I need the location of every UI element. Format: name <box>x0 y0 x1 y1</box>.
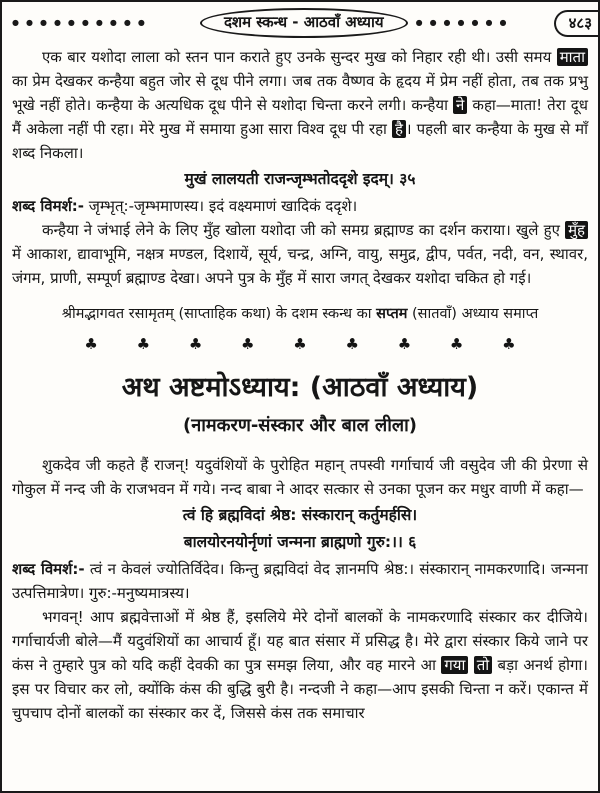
highlighted-word: गया <box>441 656 468 674</box>
text-segment: बड़ा अनर्थ होगा। इस पर विचार कर लो, क्योंकि कंस की बुद्धि बुरी है। नन्दजी ने कहा—आप इसकी चिन्ता न करें। एकान्त में चुपचाप दोनों बालकों का संस्कार कर दें, जिससे कंस तक समाचार <box>12 656 588 722</box>
page-header <box>10 4 590 40</box>
paragraph-brahmand-darshan <box>12 218 588 290</box>
running-chapter-title: दशम स्कन्ध - आठवाँ अध्याय <box>200 8 408 38</box>
shloka-verse-6-line2: बालयोरनयोर्नृणां जन्मना ब्राह्मणो गुरु:।। ६ <box>183 533 417 551</box>
highlighted-word: माता <box>557 48 588 66</box>
chapter-end-note <box>12 303 588 325</box>
header-dots-left: ●●●●●●●●●● <box>12 18 152 27</box>
chapter-subheading: (नामकरण-संस्कार और बाल लीला) <box>182 415 417 436</box>
text-segment: जृम्भृत्:-जृम्भमाणस्य। इदं वक्ष्यमाणं खादिकं ददृशे। <box>84 197 358 215</box>
text-segment <box>468 656 473 674</box>
shloka-verse-6-line1: त्वं हि ब्रह्मविदां श्रेष्ठ: संस्कारान् कर्तुमर्हसि। <box>182 506 418 524</box>
text-segment: भगवन्! आप ब्रह्मवेत्ताओं में श्रेष्ठ हैं, इसलिये मेरे दोनों बालकों के नामकरणादि संस्कार कर दीजिये। गर्गाचार्यजी बोले—मैं यदुवंशियों का आचार्य हूँ। यह बात संसार में प्रसिद्ध है। मेरे द्वारा संस्कार किये जाने पर कंस ने तुम्हारे पुत्र को यदि कहीं देवकी का पुत्र समझ लिया, और वह मारने आ <box>12 608 588 674</box>
text-segment: का प्रेम देखकर कन्हैया बहुत जोर से दूध पीने लगा। जब तक वैष्णव के हृदय में प्रेम नहीं होता, तब तक प्रभु भूखे नहीं होते। कन्हैया के अत्यधिक दूध पीने से यशोदा चिन्ता करने लगी। कन्हैया <box>12 72 588 114</box>
text-segment: कन्हैया ने जंभाई लेने के लिए मुँह खोला यशोदा जी को समग्र ब्रह्माण्ड का दर्शन कराया। खुले हुए <box>42 221 566 239</box>
bold-text: शब्द विमर्श:- <box>12 560 85 578</box>
text-segment: (सातवाँ) अध्याय समाप्त <box>407 306 539 322</box>
text-segment: । पहली बार कन्हैया के मुख से माँ शब्द निकला। <box>12 120 588 162</box>
header-dots-right: ●●●●●●● <box>415 18 514 27</box>
chapter-heading: अथ अष्टमोऽध्याय: (आठवाँ अध्याय) <box>121 372 479 403</box>
highlighted-word: तो <box>474 656 492 674</box>
paragraph-gargacharya <box>12 605 588 725</box>
text-segment: कहा—माता! तेरा दूध मैं अकेला नहीं पी रहा। मेरे मुख में समाया हुआ सारा विश्व दूध पी रहा <box>12 96 588 138</box>
paragraph-stanpan <box>12 45 588 165</box>
highlighted-word: है <box>392 120 406 138</box>
highlighted-word: ने <box>453 96 467 114</box>
bold-text: सप्तम <box>376 306 408 322</box>
page-body <box>10 40 590 725</box>
text-segment: श्रीमद्भागवत रसामृतम् (साप्ताहिक कथा) के दशम स्कन्ध का <box>61 306 377 322</box>
shloka-verse-35: मुखं लालयती राजन्जृम्भतोददृशे इदम्। ३५ <box>184 170 416 188</box>
page-number: ४८३ <box>554 10 598 37</box>
text-segment: एक बार यशोदा लाला को स्तन पान कराते हुए उनके सुन्दर मुख को निहार रही थी। उसी समय <box>42 48 557 66</box>
highlighted-word: मुँह <box>565 221 588 239</box>
bold-text: शब्द विमर्श:- <box>12 197 85 215</box>
shabda-vimarsh-2 <box>12 557 588 605</box>
text-segment: में आकाश, द्यावाभूमि, नक्षत्र मण्डल, दिशायें, सूर्य, चन्द्र, अग्नि, वायु, समुद्र, द्वीप, पर्वत, नदी, वन, स्थावर, जंगम, प्राणी, सम्पूर्ण ब्रह्माण्ड देखा। अपने पुत्र के मुँह में सारा जगत् देखकर यशोदा चकित हो गई। <box>12 245 588 287</box>
paragraph-shukdev: शुकदेव जी कहते हैं राजन्! यदुवंशियों के पुरोहित महान् तपस्वी गर्गाचार्य जी वसुदेव जी की प्रेरणा से गोकुल में नन्द जी के राजभवन में गये। नन्द बाबा ने आदर सत्कार से उनका पूजन कर मधुर वाणी में कहा— <box>12 456 588 498</box>
ornament-row: ♣ ♣ ♣ ♣ ♣ ♣ ♣ ♣ ♣ <box>84 335 533 353</box>
text-segment: त्वं न केवलं ज्योतिर्विदेव। किन्तु ब्रह्मविदां वेद ज्ञानमपि श्रेष्ठ:। संस्कारान् नामकरणादि। जन्मना उत्पत्तिमात्रेण। गुरु:-मनुष्यमात्रस्य। <box>12 560 588 602</box>
shabda-vimarsh-1 <box>12 194 588 218</box>
